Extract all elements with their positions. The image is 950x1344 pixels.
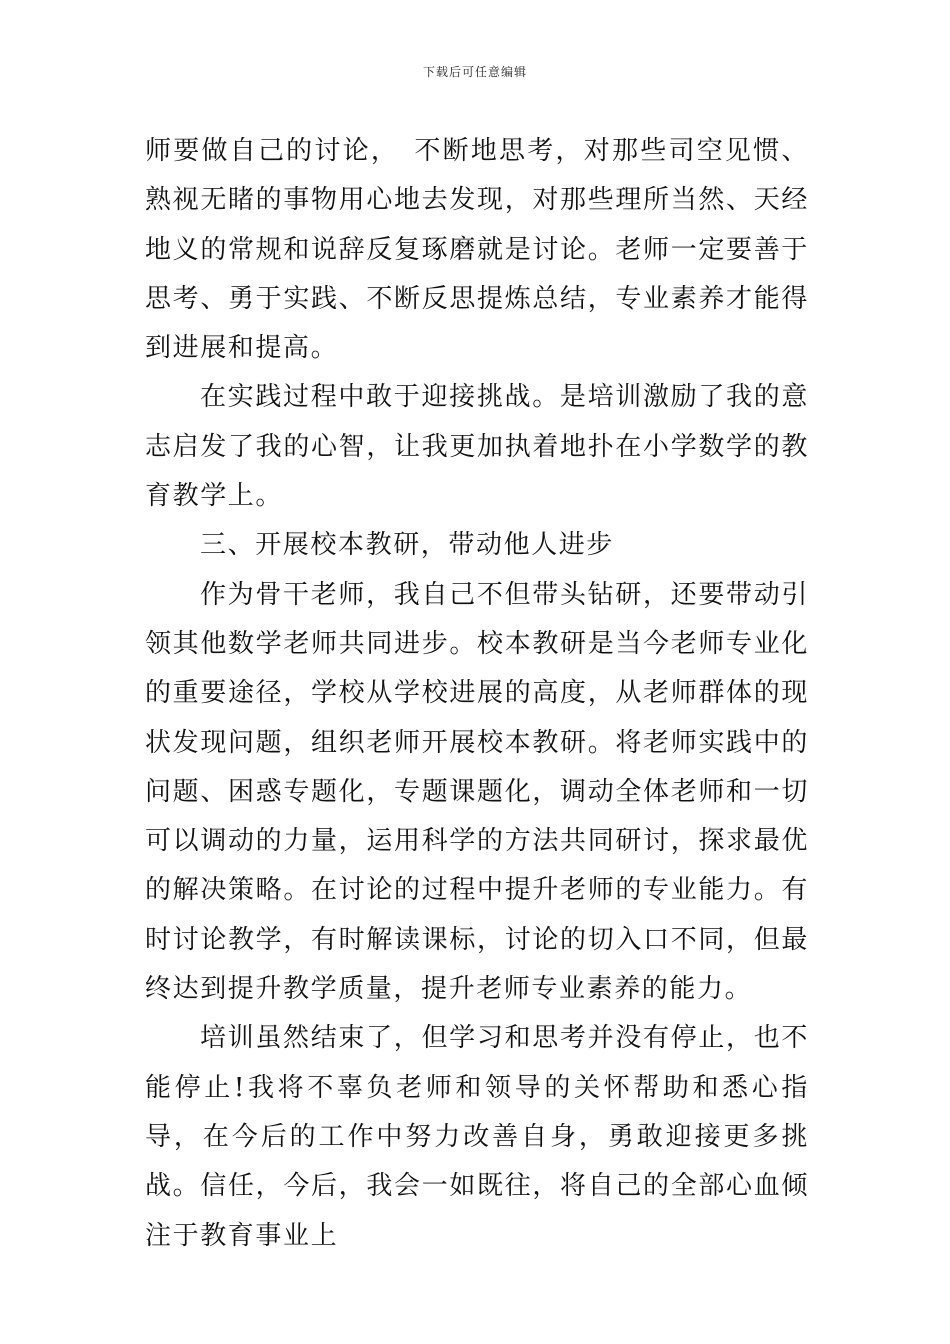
paragraph-challenge: 在实践过程中敢于迎接挑战。是培训激励了我的意志启发了我的心智，让我更加执着地扑在小学数学的教育教学上。 [145, 382, 809, 512]
paragraph-conclusion: 培训虽然结束了，但学习和思考并没有停止，也不能停止!我将不辜负老师和领导的关怀帮助和悉心指导，在今后的工作中努力改善自身，勇敢迎接更多挑战。信任，今后，我会一如既往，将自己的全部心血倾注于教育事业上 [145, 1023, 809, 1251]
page-header-note: 下载后可任意编辑 [422, 65, 527, 79]
document-body [145, 127, 809, 1261]
paragraph-research: 师要做自己的讨论， 不断地思考，对那些司空见惯、熟视无睹的事物用心地去发现，对那些理所当然、天经地义的常规和说辞反复琢磨就是讨论。老师一定要善于思考、勇于实践、不断反思提炼总结，专业素养才能得到进展和提高。 [145, 136, 809, 364]
paragraph-school-research: 作为骨干老师，我自己不但带头钻研，还要带动引领其他数学老师共同进步。校本教研是当今老师专业化的重要途径，学校从学校进展的高度，从老师群体的现状发现问题，组织老师开展校本教研。将老师实践中的问题、困惑专题化，专题课题化，调动全体老师和一切可以调动的力量，运用科学的方法共同研讨，探求最优的解决策略。在讨论的过程中提升老师的专业能力。有时讨论教学，有时解读课标，讨论的切入口不同，但最终达到提升教学质量，提升老师专业素养的能力。 [145, 579, 809, 1005]
section-heading-school-research: 三、开展校本教研，带动他人进步 [200, 530, 615, 561]
